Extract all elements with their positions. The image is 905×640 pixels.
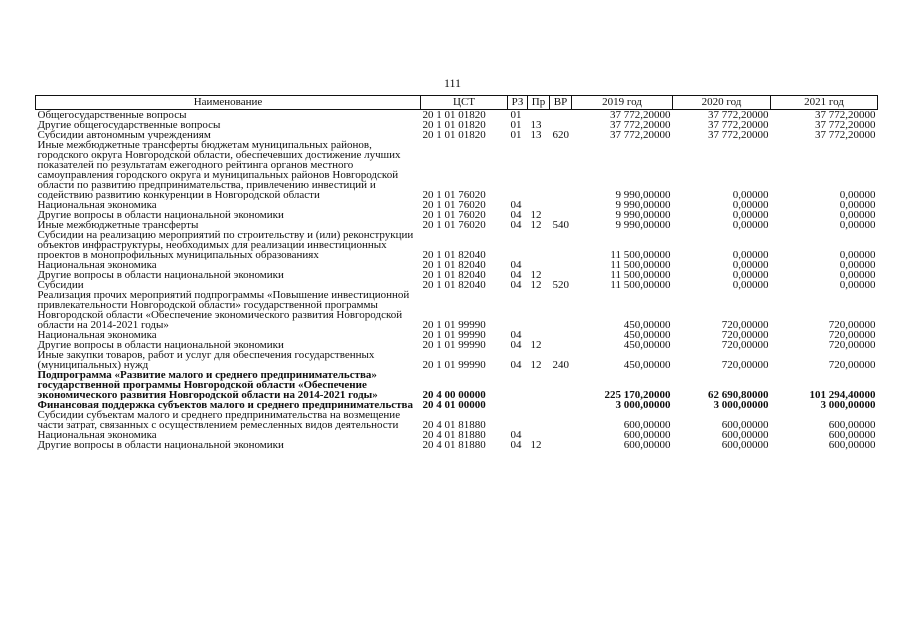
cell-cst: 20 1 01 99990 [422,330,486,340]
cell-2021: 101 294,40000 [809,389,876,400]
table-row [36,130,878,140]
cell-2021: 37 772,20000 [815,120,876,130]
cell-cst: 20 1 01 99990 [422,319,486,330]
cell-name: Иные межбюджетные трансферты [37,220,199,230]
cell-pr: 12 [530,210,542,220]
cell-2021: 37 772,20000 [815,109,876,120]
cell-2021: 3 000,00000 [820,400,876,410]
cell-pr [528,230,550,260]
cell-rz: 04 [510,210,522,220]
cell-pr: 12 [530,270,542,280]
cell-rz: 04 [510,220,522,230]
cell-pr [528,430,550,440]
cell-2021: 37 772,20000 [815,130,876,140]
cell-rz [508,290,528,330]
cell-name: Подпрограмма «Развитие малого и среднего предпринимательства» государственной программы Новгородской области «Обеспечение экономического развития Новгородской области на 2014-2021 годы» [37,370,378,400]
cell-name: Национальная экономика [37,430,157,440]
header-rz: РЗ [508,96,528,110]
table-row [36,230,878,260]
cell-2021: 600,00000 [828,419,876,430]
cell-pr [528,290,550,330]
table-row [36,220,878,230]
cell-2021: 720,00000 [828,319,876,330]
cell-name: Другие вопросы в области национальной экономики [37,210,284,220]
cell-2021: 600,00000 [828,430,876,440]
cell-vr [550,230,572,260]
cell-rz: 04 [510,340,522,350]
table-row [36,140,878,200]
cell-rz: 04 [510,440,522,450]
cell-name: Субсидии на реализацию мероприятий по строительству и (или) реконструкции объектов инфраструктуры, необходимых для реализации инвестиционных проектов в монопрофильных муниципальных образованиях [37,230,414,260]
cell-pr: 12 [530,359,542,370]
cell-rz [508,230,528,260]
header-cst: ЦСТ [421,96,508,110]
cell-rz: 04 [510,430,522,440]
cell-pr [528,260,550,270]
cell-name: Финансовая поддержка субъектов малого и среднего предпринимательства [37,400,413,410]
cell-name: Национальная экономика [37,330,157,340]
cell-2019: 11 500,00000 [610,270,671,280]
table-row [36,290,878,330]
cell-name: Субсидии субъектам малого и среднего предпринимательства на возмещение части затрат, связанных с осуществлением ремесленных видов деятельности [37,410,401,430]
cell-rz: 01 [510,130,522,140]
cell-pr [528,140,550,200]
cell-2019: 9 990,00000 [615,189,671,200]
cell-rz: 04 [510,260,522,270]
cell-2019: 37 772,20000 [610,120,671,130]
cell-2019: 11 500,00000 [610,249,671,260]
header-name: Наименование [36,96,421,110]
cell-vr [550,290,572,330]
cell-rz [508,370,528,400]
cell-rz: 01 [510,109,522,120]
cell-2020: 0,00000 [732,249,769,260]
cell-cst: 20 1 01 82040 [422,260,486,270]
cell-2021: 0,00000 [839,200,876,210]
cell-name: Общегосударственные вопросы [37,109,187,120]
cell-cst: 20 1 01 01820 [422,120,486,130]
cell-cst: 20 1 01 76020 [422,200,486,210]
table-header-row [36,96,878,110]
cell-2021: 0,00000 [839,260,876,270]
cell-2020: 720,00000 [721,330,769,340]
cell-2020: 0,00000 [732,270,769,280]
cell-cst: 20 4 01 81880 [422,440,486,450]
table-row [36,200,878,210]
cell-cst: 20 1 01 82040 [422,270,486,280]
cell-2021: 0,00000 [839,210,876,220]
cell-2019: 450,00000 [623,330,671,340]
cell-rz: 01 [510,120,522,130]
cell-cst: 20 1 01 01820 [422,109,486,120]
cell-cst: 20 1 01 01820 [422,130,486,140]
cell-2020: 720,00000 [721,359,769,370]
table-row [36,400,878,410]
cell-name: Другие общегосударственные вопросы [37,120,221,130]
cell-2020: 37 772,20000 [708,130,769,140]
cell-pr: 12 [530,340,542,350]
cell-2021: 720,00000 [828,359,876,370]
table-row [36,410,878,430]
cell-2019: 450,00000 [623,359,671,370]
cell-2019: 450,00000 [623,319,671,330]
cell-vr: 540 [552,220,569,230]
cell-name: Реализация прочих мероприятий подпрограммы «Повышение инвестиционной привлекательности Новгородской области» государственной программы Новгородской области «Обеспечение экономического развития Новгородской области на 2014-2021 годы» [37,290,410,330]
cell-pr: 12 [530,440,542,450]
cell-2019: 11 500,00000 [610,260,671,270]
cell-rz: 04 [510,359,522,370]
cell-2019: 37 772,20000 [610,109,671,120]
cell-rz [508,140,528,200]
cell-vr [550,440,572,450]
cell-2020: 37 772,20000 [708,120,769,130]
cell-name: Иные межбюджетные трансферты бюджетам муниципальных районов, городского округа Новгородской области, обеспечевших достижение лучших показателей по результатам ежегодного рейтинга органов местного самоуправления городского округа и муниципальных районов Новгородской области по развитию предпринимательства, привлечению инвестиций и содействию развитию конкуренции в Новгородской области [37,140,401,200]
table-row [36,120,878,130]
cell-vr [550,270,572,280]
cell-vr: 240 [552,359,569,370]
cell-cst: 20 4 01 00000 [422,400,486,410]
cell-name: Национальная экономика [37,260,157,270]
table-row [36,260,878,270]
cell-cst: 20 1 01 99990 [422,340,486,350]
cell-name: Другие вопросы в области национальной экономики [37,340,284,350]
cell-2021: 0,00000 [839,220,876,230]
cell-2020: 0,00000 [732,260,769,270]
cell-rz [508,400,528,410]
cell-vr [550,200,572,210]
table-row [36,430,878,440]
cell-2020: 0,00000 [732,280,769,290]
table-body [36,110,878,451]
cell-vr: 620 [552,130,569,140]
table-row [36,340,878,350]
table-row [36,440,878,450]
cell-pr: 13 [530,130,542,140]
cell-2020: 62 690,80000 [708,389,769,400]
cell-2019: 9 990,00000 [615,210,671,220]
cell-rz: 04 [510,200,522,210]
cell-pr [528,200,550,210]
cell-cst: 20 1 01 76020 [422,220,486,230]
table-row [36,110,878,121]
cell-pr: 13 [530,120,542,130]
cell-2021: 0,00000 [839,189,876,200]
cell-rz: 04 [510,330,522,340]
cell-2019: 37 772,20000 [610,130,671,140]
cell-cst: 20 1 01 99990 [422,359,486,370]
page-number: 111 [443,76,462,90]
cell-cst: 20 4 01 81880 [422,430,486,440]
header-2021: 2021 год [771,96,878,110]
cell-cst: 20 1 01 76020 [422,189,486,200]
cell-name: Национальная экономика [37,200,157,210]
cell-2020: 600,00000 [721,440,769,450]
cell-vr [550,140,572,200]
cell-2021: 0,00000 [839,280,876,290]
cell-vr [550,410,572,430]
budget-table [35,95,878,450]
table-row [36,210,878,220]
cell-vr [550,370,572,400]
table-row [36,330,878,340]
cell-2021: 0,00000 [839,270,876,280]
cell-2020: 0,00000 [732,189,769,200]
cell-vr [550,210,572,220]
cell-vr: 520 [552,280,569,290]
cell-cst: 20 4 00 00000 [422,389,486,400]
table-row [36,370,878,400]
cell-pr [528,370,550,400]
cell-2020: 0,00000 [732,210,769,220]
cell-2019: 3 000,00000 [615,400,671,410]
cell-name: Иные закупки товаров, работ и услуг для обеспечения государственных (муниципальных) нужд [37,350,375,370]
cell-2019: 600,00000 [623,430,671,440]
cell-rz [508,410,528,430]
cell-2020: 720,00000 [721,340,769,350]
cell-2020: 0,00000 [732,200,769,210]
cell-2020: 600,00000 [721,419,769,430]
cell-vr [550,110,572,121]
header-2020: 2020 год [673,96,771,110]
cell-cst: 20 4 01 81880 [422,419,486,430]
cell-pr [528,400,550,410]
cell-cst: 20 1 01 82040 [422,249,486,260]
cell-name: Другие вопросы в области национальной экономики [37,440,284,450]
cell-pr [528,110,550,121]
cell-vr [550,340,572,350]
cell-pr [528,330,550,340]
header-pr: Пр [528,96,550,110]
cell-vr [550,120,572,130]
cell-2019: 600,00000 [623,440,671,450]
cell-2020: 37 772,20000 [708,109,769,120]
cell-2019: 600,00000 [623,419,671,430]
cell-pr: 12 [530,220,542,230]
cell-rz: 04 [510,280,522,290]
cell-2020: 720,00000 [721,319,769,330]
cell-2020: 600,00000 [721,430,769,440]
cell-2019: 11 500,00000 [610,280,671,290]
cell-2019: 450,00000 [623,340,671,350]
cell-vr [550,330,572,340]
cell-2021: 0,00000 [839,249,876,260]
cell-pr [528,410,550,430]
cell-2020: 3 000,00000 [713,400,769,410]
cell-2020: 0,00000 [732,220,769,230]
cell-cst: 20 1 01 82040 [422,280,486,290]
cell-name: Другие вопросы в области национальной экономики [37,270,284,280]
table-row [36,280,878,290]
cell-rz: 04 [510,270,522,280]
table-row [36,270,878,280]
cell-2021: 720,00000 [828,330,876,340]
cell-2021: 720,00000 [828,340,876,350]
table-row [36,350,878,370]
cell-2019: 225 170,20000 [604,389,671,400]
cell-2021: 600,00000 [828,440,876,450]
cell-vr [550,430,572,440]
cell-2019: 9 990,00000 [615,200,671,210]
header-2019: 2019 год [572,96,673,110]
cell-cst: 20 1 01 76020 [422,210,486,220]
cell-2019: 9 990,00000 [615,220,671,230]
cell-name: Субсидии [37,280,84,290]
cell-vr [550,260,572,270]
cell-name: Субсидии автономным учреждениям [37,130,211,140]
cell-vr [550,400,572,410]
cell-pr: 12 [530,280,542,290]
header-vr: ВР [550,96,572,110]
